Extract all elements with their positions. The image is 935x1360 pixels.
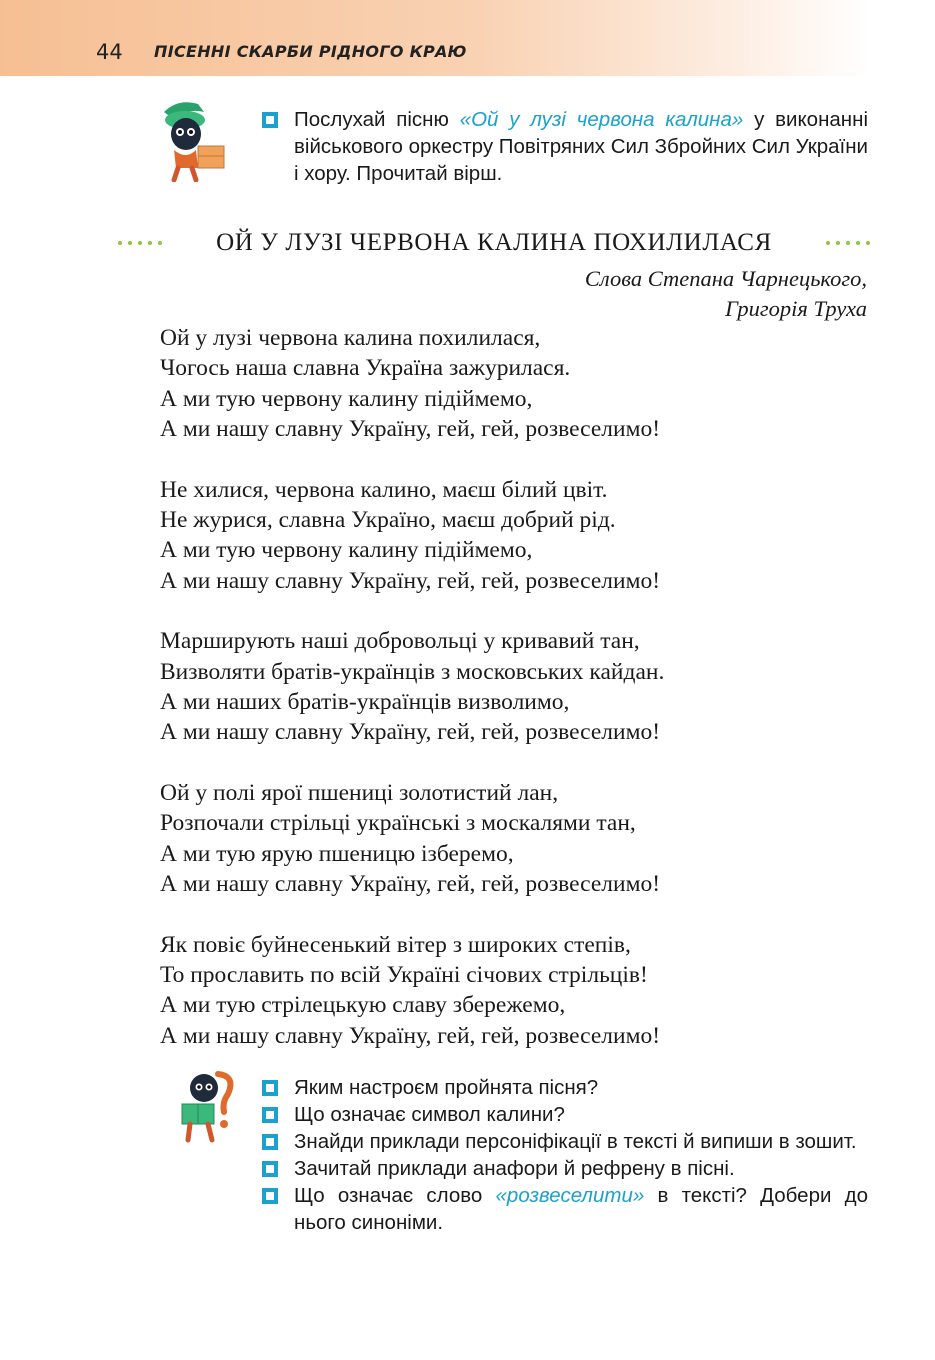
poem-authors [585,264,867,324]
square-bullet-icon [262,1134,278,1150]
question-text: Що означає символ калини? [294,1103,565,1126]
square-bullet-icon [262,1107,278,1123]
page-header [0,0,870,76]
poem-line: А ми тую ярую пшеницю ізберемо, [160,840,514,867]
poem-line: А ми наших братів-українців визволимо, [160,688,570,715]
poem-line: А ми нашу славну Україну, гей, гей, розвеселимо! [160,719,661,746]
mascot-listening-icon [158,98,228,182]
poem-line: Ой у полі ярої пшениці золотистий лан, [160,780,559,807]
poem-line: То прославить по всій Україні січових стрільців! [160,962,648,989]
page-number: 44 [96,40,123,64]
poem-line: А ми нашу славну Україну, гей, гей, розвеселимо! [160,1022,661,1049]
question-item [262,1155,868,1182]
question-item [262,1128,868,1155]
song-title-highlight: «Ой у лузі червона калина» [459,108,744,131]
square-bullet-icon [262,1188,278,1204]
question-text: Знайди приклади персоніфікації в тексті й випиши в зошит. [294,1130,857,1153]
poem-line: А ми нашу славну Україну, гей, гей, розвеселимо! [160,415,661,442]
stanza [160,323,664,444]
poem-line: Розпочали стрільці українські з москалями тан, [160,810,636,837]
poem-title: ОЙ У ЛУЗІ ЧЕРВОНА КАЛИНА ПОХИЛИЛАСЯ [216,229,772,256]
stanza [160,475,664,596]
poem-line: А ми нашу славну Україну, гей, гей, розвеселимо! [160,870,661,897]
mascot-reading-icon [176,1066,238,1146]
question-item [262,1101,868,1128]
dots-right [826,241,870,245]
poem-line: Марширують наші добровольці у кривавий тан, [160,628,640,655]
poem-line: А ми тую червону калину підіймемо, [160,537,533,564]
poem-line: Визволяти братів-українців з московських кайдан. [160,658,665,685]
poem-line: А ми тую червону калину підіймемо, [160,385,533,412]
poem-line: А ми нашу славну Україну, гей, гей, розвеселимо! [160,567,661,594]
listen-task-item [262,106,868,187]
poem-line: Не журися, славна Україно, маєш добрий рід. [160,506,616,533]
question-text: Яким настроєм пройнята пісня? [294,1076,599,1099]
dots-left [118,241,162,245]
author-line-2: Григорія Труха [725,296,867,321]
square-bullet-icon [262,1080,278,1096]
question-text-after: в тексті? Добери до нього синоніми. [294,1184,868,1234]
intro-text-before: Послухай пісню [294,108,460,131]
question-item [262,1074,868,1101]
question-text-before: Що означає слово [294,1184,496,1207]
square-bullet-icon [262,112,278,128]
poem-line: Ой у лузі червона калина похилилася, [160,325,541,351]
poem-title-row [118,225,870,261]
word-highlight: «розвеселити» [495,1184,645,1207]
question-item [262,1182,868,1236]
author-line-1: Слова Степана Чарнецького, [584,266,867,291]
square-bullet-icon [262,1161,278,1177]
poem-line: А ми тую стрілецькую славу збережемо, [160,992,566,1019]
stanza [160,930,664,1051]
poem-line: Чогось наша славна Україна зажурилася. [160,355,571,382]
stanza [160,778,664,899]
poem-line: Не хилися, червона калино, маєш білий цвіт. [160,476,608,503]
questions-list [262,1074,868,1236]
question-text: Зачитай приклади анафори й рефрену в пісні. [294,1157,735,1180]
section-title: ПІСЕННІ СКАРБИ РІДНОГО КРАЮ [154,42,467,61]
poem-body [160,323,664,1051]
poem-line: Як повіє буйнесенький вітер з широких степів, [160,931,631,958]
listen-task [262,106,868,187]
stanza [160,626,664,747]
intro-text-after: у виконанні військового оркестру Повітряних Сил Збройних Сил України і хору. Прочитай вірш. [294,108,868,185]
